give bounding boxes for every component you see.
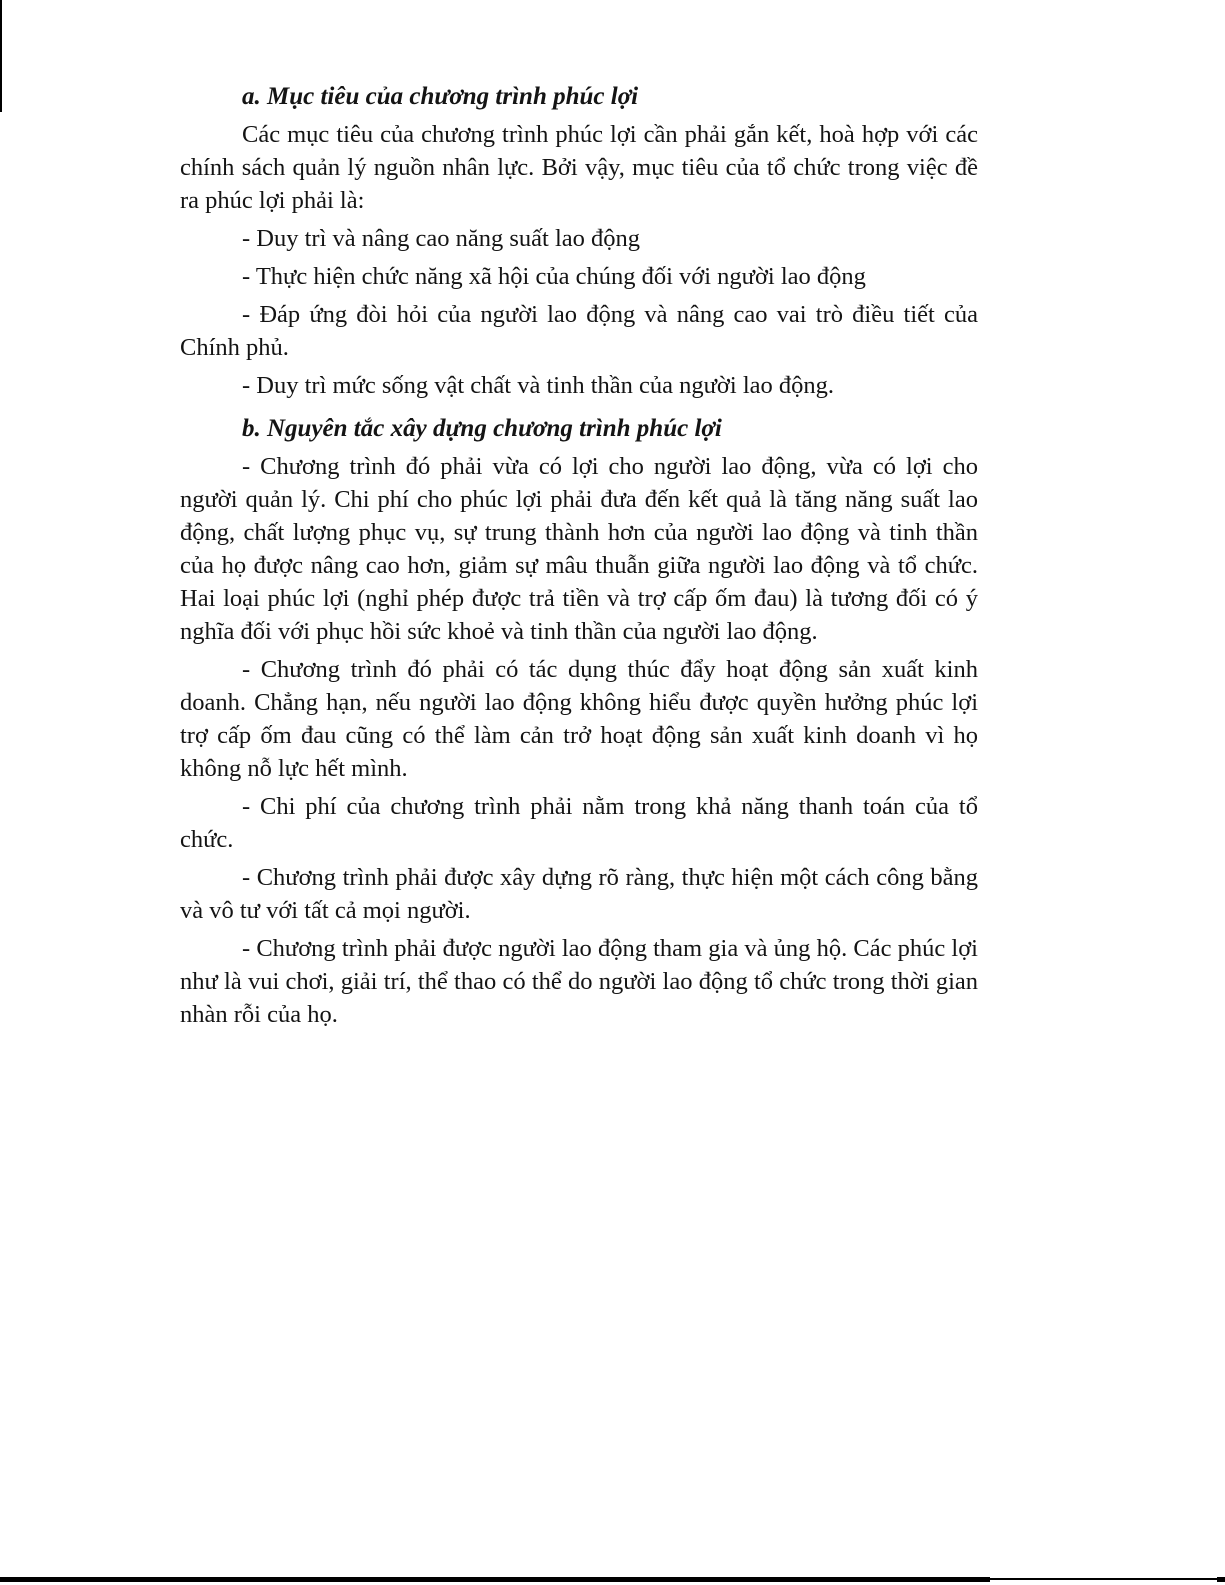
scan-edge-bottom-thin-segment xyxy=(990,1578,1217,1580)
bullet-cost-affordability: - Chi phí của chương trình phải nằm trong khả năng thanh toán của tổ chức. xyxy=(180,793,978,853)
scan-edge-bottom-right-tick xyxy=(1217,1577,1225,1582)
bullet-living-standard: - Duy trì mức sống vật chất và tinh thần của người lao động. xyxy=(242,372,834,399)
bullet-social-function: - Thực hiện chức năng xã hội của chúng đối với người lao động xyxy=(242,263,866,290)
document-content xyxy=(180,70,978,1036)
scan-edge-artifact-left xyxy=(0,0,2,112)
section-heading-a: a. Mục tiêu của chương trình phúc lợi xyxy=(242,83,639,110)
bullet-government-role: - Đáp ứng đòi hỏi của người lao động và nâng cao vai trò điều tiết của Chính phủ. xyxy=(180,301,978,361)
scan-edge-artifact-bottom xyxy=(0,1577,1225,1583)
bullet-maintain-productivity: - Duy trì và nâng cao năng suất lao động xyxy=(242,225,641,252)
scan-edge-bottom-thick-segment xyxy=(0,1577,990,1582)
paragraph-principle-participation: - Chương trình phải được người lao động tham gia và ủng hộ. Các phúc lợi như là vui chơi, giải trí, thể thao có thể do người lao động tổ chức trong thời gian nhàn rỗi của họ. xyxy=(180,935,978,1028)
paragraph-objectives-intro: Các mục tiêu của chương trình phúc lợi cần phải gắn kết, hoà hợp với các chính sách quản lý nguồn nhân lực. Bởi vậy, mục tiêu của tổ chức trong việc đề ra phúc lợi phải là: xyxy=(180,121,978,214)
section-heading-b: b. Nguyên tắc xây dựng chương trình phúc lợi xyxy=(242,415,722,442)
paragraph-principle-promote-business: - Chương trình đó phải có tác dụng thúc đẩy hoạt động sản xuất kinh doanh. Chẳng hạn, nếu người lao động không hiểu được quyền hưởng phúc lợi trợ cấp ốm đau cũng có thể làm cản trở hoạt động sản xuất kinh doanh vì họ không nỗ lực hết mình. xyxy=(180,656,978,782)
paragraph-principle-benefit-both: - Chương trình đó phải vừa có lợi cho người lao động, vừa có lợi cho người quản lý. Chi phí cho phúc lợi phải đưa đến kết quả là tăng năng suất lao động, chất lượng phục vụ, sự trung thành hơn của người lao động và tinh thần của họ được nâng cao hơn, giảm sự mâu thuẫn giữa người lao động và tổ chức. Hai loại phúc lợi (nghỉ phép được trả tiền và trợ cấp ốm đau) là tương đối có ý nghĩa đối với phục hồi sức khoẻ và tinh thần của người lao động. xyxy=(180,453,978,645)
paragraph-principle-clear-fair: - Chương trình phải được xây dựng rõ ràng, thực hiện một cách công bằng và vô tư với tất cả mọi người. xyxy=(180,864,978,924)
